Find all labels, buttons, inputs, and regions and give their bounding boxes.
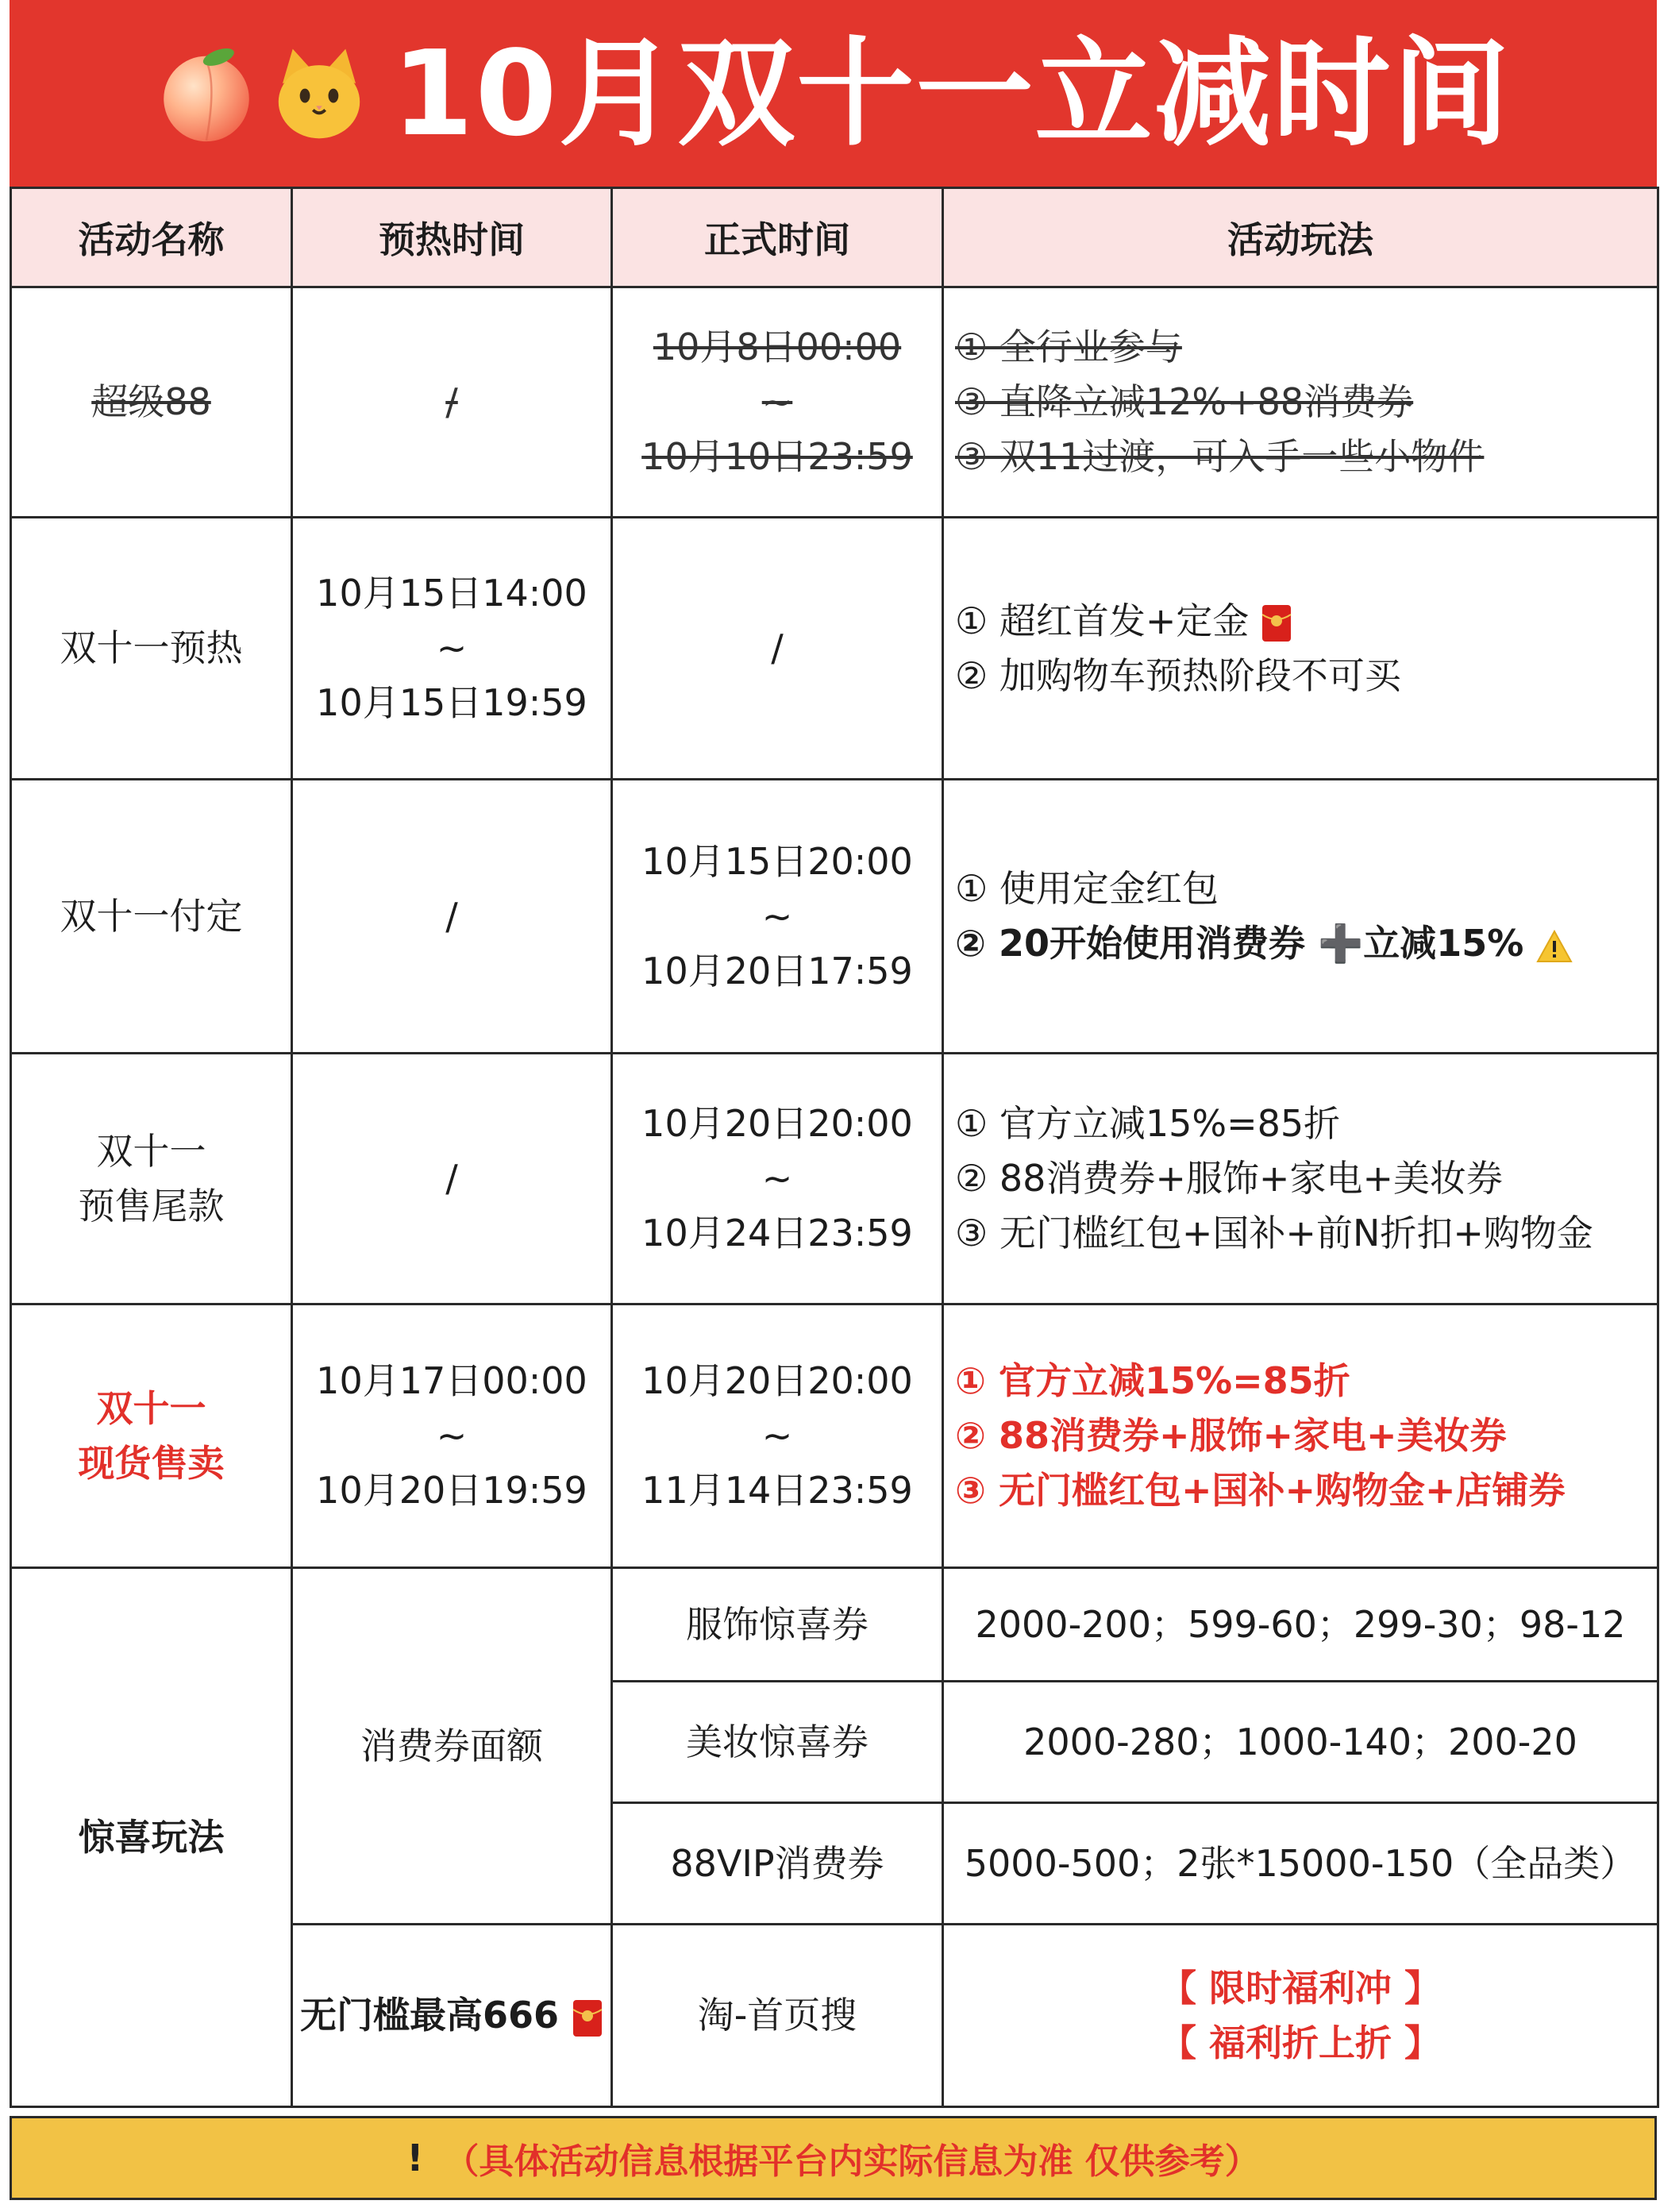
play-item: ② 加购物车预热阶段不可买 <box>955 653 1401 697</box>
play-item: ③ 双11过渡，可入手一些小物件 <box>955 435 1485 478</box>
activity-name-cell <box>11 780 292 1054</box>
time-end: 10月20日17:59 <box>641 949 913 992</box>
page-title: 10月双十一立减时间 <box>391 25 1512 162</box>
disclaimer-text: （具体活动信息根据平台内实际信息为准 仅供参考） <box>444 2141 1260 2182</box>
activity-name-cell <box>11 518 292 780</box>
search-term: 【 限时福利冲 】 <box>1159 1966 1442 2010</box>
activity-name-cell <box>11 1054 292 1304</box>
time-start: 10月8日00:00 <box>653 326 902 368</box>
play-item: ① 官方立减15%=85折 <box>955 1102 1341 1145</box>
table-row <box>11 518 1658 780</box>
preheat-time: / <box>445 380 458 423</box>
footer-disclaimer <box>10 2116 1657 2200</box>
coupon-value: 5000-500；2张*15000-150（全品类） <box>964 1841 1637 1885</box>
coupon-name: 服饰惊喜券 <box>686 1602 869 1646</box>
coupon-label: 消费券面额 <box>360 1724 543 1767</box>
cat-emoji-icon <box>268 43 370 145</box>
activity-name: 双十一预热 <box>60 626 243 669</box>
activity-name: 现货售卖 <box>78 1441 225 1485</box>
search-terms-cell <box>943 1925 1658 2107</box>
schedule-table <box>10 187 1659 2108</box>
play-cell <box>943 1304 1658 1568</box>
play-item: ① 官方立减15%=85折 <box>955 1359 1350 1402</box>
redpacket-label: 无门槛最高666 <box>299 1994 559 2037</box>
time-separator: ~ <box>436 1414 468 1457</box>
play-item: ③ 无门槛红包+国补+购物金+店铺券 <box>955 1469 1566 1512</box>
coupon-name-cell <box>612 1682 943 1803</box>
play-cell <box>943 518 1658 780</box>
search-term: 【 福利折上折 】 <box>1159 2021 1442 2064</box>
redpacket-cell <box>292 1925 612 2107</box>
formal-time-cell <box>612 780 943 1054</box>
search-label-cell <box>612 1925 943 2107</box>
table-row <box>11 1568 1658 1682</box>
time-start: 10月15日14:00 <box>316 572 587 615</box>
warning-icon <box>1536 930 1573 963</box>
activity-name: 惊喜玩法 <box>78 1815 225 1859</box>
play-item: ① 全行业参与 <box>955 326 1182 368</box>
search-label: 淘-首页搜 <box>697 1994 857 2037</box>
formal-time-cell <box>612 287 943 518</box>
time-end: 10月24日23:59 <box>641 1212 913 1254</box>
coupon-value: 2000-280；1000-140；200-20 <box>1023 1720 1577 1763</box>
time-separator: ~ <box>761 894 793 938</box>
header-banner <box>10 0 1657 187</box>
coupon-name: 美妆惊喜券 <box>686 1720 869 1763</box>
time-end: 10月20日19:59 <box>316 1469 587 1512</box>
table-row <box>11 780 1658 1054</box>
time-start: 10月20日20:00 <box>641 1359 913 1402</box>
table-row <box>11 287 1658 518</box>
column-header: 正式时间 <box>612 188 943 287</box>
activity-name: 双十一 <box>96 1386 206 1430</box>
table-row <box>11 1054 1658 1304</box>
play-item: ② 88消费券+服饰+家电+美妆券 <box>955 1414 1507 1457</box>
coupon-value-cell <box>943 1803 1658 1925</box>
red-envelope-icon <box>572 1998 603 2039</box>
coupon-name: 88VIP消费券 <box>670 1841 884 1885</box>
time-start: 10月17日00:00 <box>316 1359 587 1402</box>
play-cell <box>943 1054 1658 1304</box>
play-item: ③ 直降立减12%+88消费券 <box>955 380 1414 423</box>
coupon-value: 2000-200；599-60；299-30；98-12 <box>975 1602 1626 1646</box>
preheat-time: / <box>445 894 458 938</box>
activity-name-cell <box>11 287 292 518</box>
formal-time-cell <box>612 518 943 780</box>
play-cell <box>943 287 1658 518</box>
time-separator: ~ <box>436 626 468 669</box>
time-end: 10月10日23:59 <box>641 435 913 478</box>
activity-name-cell <box>11 1568 292 2107</box>
activity-name: 双十一付定 <box>60 894 243 938</box>
coupon-label-cell <box>292 1568 612 1925</box>
time-separator: ~ <box>761 1414 793 1457</box>
play-item: ① 使用定金红包 <box>955 867 1219 910</box>
time-start: 10月15日20:00 <box>641 839 913 883</box>
coupon-value-cell <box>943 1682 1658 1803</box>
column-header: 活动名称 <box>11 188 292 287</box>
preheat-time-cell <box>292 780 612 1054</box>
coupon-name-cell <box>612 1568 943 1682</box>
preheat-time: / <box>445 1157 458 1200</box>
peach-emoji-icon <box>156 43 257 145</box>
red-envelope-icon <box>1261 603 1292 643</box>
play-item-text: ① 超红首发+定金 <box>955 599 1250 642</box>
time-end: 11月14日23:59 <box>641 1469 913 1512</box>
activity-name: 预售尾款 <box>78 1184 225 1227</box>
play-item <box>955 594 1657 649</box>
preheat-time-cell <box>292 518 612 780</box>
formal-time-cell <box>612 1304 943 1568</box>
time-separator: ~ <box>761 1157 793 1200</box>
play-item: ② 88消费券+服饰+家电+美妆券 <box>955 1157 1504 1200</box>
play-item-text: ➕立减15% <box>1318 922 1524 965</box>
play-item <box>955 916 1657 971</box>
formal-time-cell <box>612 1054 943 1304</box>
coupon-value-cell <box>943 1568 1658 1682</box>
time-end: 10月15日19:59 <box>316 681 587 724</box>
table-row <box>11 1304 1658 1568</box>
activity-name: 超级88 <box>91 380 211 423</box>
preheat-time-cell <box>292 1304 612 1568</box>
activity-name: 双十一 <box>96 1129 206 1173</box>
time-start: 10月20日20:00 <box>641 1102 913 1145</box>
play-item: ③ 无门槛红包+国补+前N折扣+购物金 <box>955 1212 1593 1254</box>
table-header-row <box>11 188 1658 287</box>
column-header: 活动玩法 <box>943 188 1658 287</box>
preheat-time-cell <box>292 1054 612 1304</box>
coupon-name-cell <box>612 1803 943 1925</box>
play-cell <box>943 780 1658 1054</box>
activity-name-cell <box>11 1304 292 1568</box>
play-item-text: ② 20开始使用消费券 <box>955 922 1305 965</box>
preheat-time-cell <box>292 287 612 518</box>
column-header: 预热时间 <box>292 188 612 287</box>
exclamation-icon: ! <box>406 2137 424 2179</box>
formal-time: / <box>771 626 784 669</box>
time-separator: ~ <box>761 380 793 423</box>
